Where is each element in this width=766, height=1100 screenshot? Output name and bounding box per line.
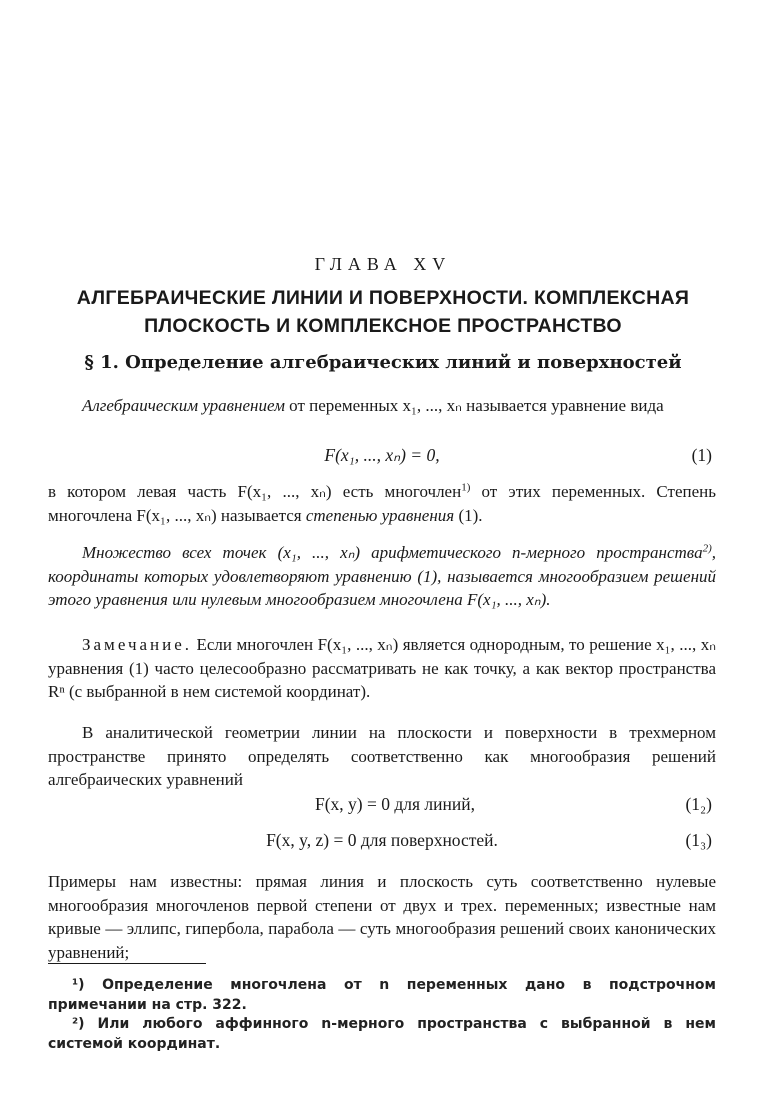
- equation-expression: F(x, y) = 0 для линий,: [314, 794, 475, 814]
- term-degree: степенью уравнения: [305, 505, 455, 525]
- chapter-title-line-2: ПЛОСКОСТЬ И КОМПЛЕКСНОЕ ПРОСТРАНСТВО: [144, 315, 622, 337]
- equation-number: (1₂): [685, 794, 712, 814]
- footnote-mark: ²): [72, 1016, 85, 1032]
- footnote-2: [48, 1015, 716, 1054]
- footnote-mark: ¹): [72, 977, 85, 993]
- equation-1-3: [48, 830, 716, 854]
- equation-number: (1₃): [685, 830, 712, 850]
- paragraph-text: в котором левая часть F(x₁, ..., xₙ) есть многочлен: [48, 482, 462, 501]
- footnote-text: Определение многочлена от n переменных дано в подстрочном примечании на стр. 322.: [48, 977, 716, 1013]
- equation-expression: F(x₁, ..., xₙ) = 0,: [324, 445, 440, 465]
- paragraph-definition: [48, 394, 716, 418]
- footnote-1: [48, 976, 716, 1015]
- paragraph-analytic-geometry: В аналитической геометрии линии на плоскости и поверхности в трехмерном пространстве принято определять соответственно как многообразия решений алгебраических уравнений: [48, 723, 716, 789]
- chapter-number: ГЛАВА XV: [314, 254, 452, 274]
- equation-1-2: [48, 794, 716, 818]
- remark-lead: Замечание.: [82, 635, 193, 654]
- paragraph-remark: [48, 633, 716, 704]
- paragraph-text: от этих переменных. Степень многочлена F(x₁, ..., xₙ) называется: [48, 482, 716, 525]
- footnote-text: Или любого аффинного n-мерного пространства с выбранной в нем системой координат.: [48, 1016, 716, 1052]
- footnote-divider: [48, 963, 206, 964]
- paragraph-text: , координаты которых удовлетворяют уравнению (1), называется многообразием решений этого уравнения или нулевым многообразием многочлена F(x₁, ..., xₙ).: [48, 543, 716, 609]
- footnote-ref-2: 2): [702, 542, 712, 555]
- paragraph-text: Если многочлен F(x₁, ..., xₙ) является однородным, то решение x₁, ..., xₙ уравнения (1) часто целесообразно рассматривать не как точку, а как вектор пространства Rⁿ (с выбранной в нем системой координат).: [48, 635, 716, 701]
- term-algebraic-equation: Алгебраическим уравнением: [82, 396, 285, 415]
- paragraph-text: (1).: [454, 505, 483, 525]
- section-heading: § 1. Определение алгебраических линий и поверхностей: [84, 352, 682, 373]
- equation-1: [48, 445, 716, 469]
- footnotes: [48, 976, 716, 1054]
- footnote-ref-1: 1): [461, 481, 471, 494]
- chapter-title: [40, 284, 726, 340]
- equation-expression: F(x, y, z) = 0 для поверхностей.: [266, 830, 498, 850]
- paragraph-text: от переменных x₁, ..., xₙ называется уравнение вида: [284, 396, 664, 415]
- paragraph-text: Множество всех точек (x₁, ..., xₙ) арифметического n-мерного пространства: [82, 543, 703, 562]
- chapter-title-line-1: АЛГЕБРАИЧЕСКИЕ ЛИНИИ И ПОВЕРХНОСТИ. КОМПЛЕКСНАЯ: [76, 287, 690, 309]
- paragraph-examples: Примеры нам известны: прямая линия и плоскость суть соответственно нулевые многообразия многочленов первой степени от двух и трех. переменных; известные нам кривые — эллипс, гипербола, парабола — суть многообразия решений своих канонических уравнений;: [48, 872, 716, 962]
- paragraph-degree: [48, 480, 716, 527]
- paragraph-solution-set: [48, 541, 716, 612]
- equation-number: (1): [691, 445, 712, 465]
